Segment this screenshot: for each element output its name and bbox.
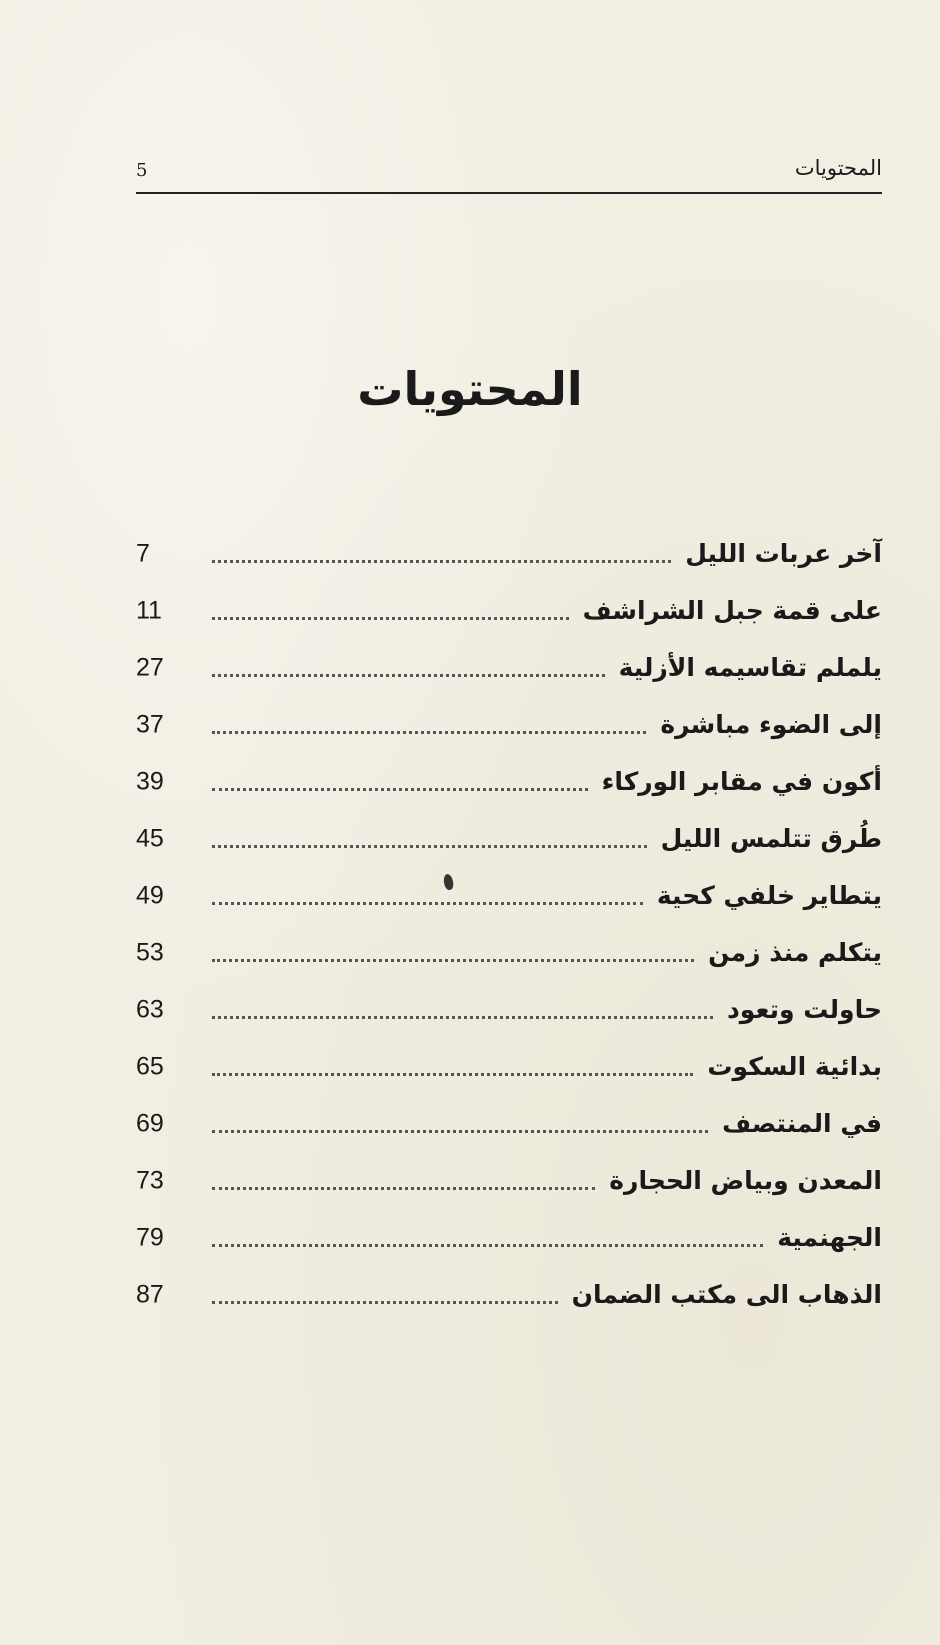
toc-entry	[136, 696, 882, 753]
running-header	[136, 148, 882, 194]
table-of-contents	[136, 525, 882, 1323]
header-page-number: 5	[136, 160, 148, 181]
toc-entry-title: يلملم تقاسيمه الأزلية	[618, 653, 882, 682]
toc-entry-title: يتطاير خلفي كحية	[656, 881, 882, 910]
toc-entry	[136, 525, 882, 582]
toc-entry	[136, 1152, 882, 1209]
toc-entry	[136, 867, 882, 924]
toc-entry-page-number: 69	[136, 1109, 164, 1137]
toc-entry-page-number: 79	[136, 1223, 164, 1251]
toc-entry-title: طُرق تتلمس الليل	[660, 824, 882, 853]
dot-leader	[212, 902, 643, 905]
toc-entry-title: إلى الضوء مباشرة	[660, 710, 882, 739]
page-title: المحتويات	[357, 362, 583, 416]
dot-leader	[212, 1244, 763, 1247]
toc-entry-page-number: 37	[136, 710, 164, 738]
toc-entry	[136, 753, 882, 810]
toc-entry-page-number: 87	[136, 1280, 164, 1308]
toc-entry-page-number: 45	[136, 824, 164, 852]
toc-entry	[136, 1038, 882, 1095]
toc-entry-title: في المنتصف	[722, 1109, 882, 1138]
toc-entry-title: المعدن وبياض الحجارة	[609, 1166, 882, 1195]
toc-entry-title: على قمة جبل الشراشف	[582, 596, 882, 625]
dot-leader	[212, 959, 694, 962]
dot-leader	[212, 1301, 558, 1304]
header-title: المحتويات	[794, 156, 882, 180]
dot-leader	[212, 1016, 713, 1019]
toc-entry-page-number: 27	[136, 653, 164, 681]
toc-entry-page-number: 53	[136, 938, 164, 966]
toc-entry-title: حاولت وتعود	[726, 995, 882, 1024]
toc-entry	[136, 1209, 882, 1266]
dot-leader	[212, 1073, 693, 1076]
dot-leader	[212, 617, 569, 620]
dot-leader	[212, 731, 646, 734]
dot-leader	[212, 845, 647, 848]
toc-entry	[136, 639, 882, 696]
toc-entry-title: أكون في مقابر الوركاء	[601, 767, 882, 796]
toc-entry-title: بدائية السكوت	[707, 1052, 882, 1081]
toc-entry-page-number: 11	[136, 596, 162, 624]
toc-entry-page-number: 39	[136, 767, 164, 795]
toc-entry-title: يتكلم منذ زمن	[708, 938, 882, 967]
toc-entry	[136, 582, 882, 639]
dot-leader	[212, 1187, 595, 1190]
toc-entry	[136, 981, 882, 1038]
toc-entry-title: الجهنمية	[777, 1223, 882, 1252]
toc-entry-page-number: 65	[136, 1052, 164, 1080]
toc-entry	[136, 924, 882, 981]
toc-entry-page-number: 73	[136, 1166, 164, 1194]
toc-entry	[136, 1266, 882, 1323]
toc-entry-title: الذهاب الى مكتب الضمان	[571, 1280, 882, 1309]
dot-leader	[212, 674, 605, 677]
toc-entry-page-number: 49	[136, 881, 164, 909]
toc-entry-page-number: 7	[136, 539, 150, 567]
dot-leader	[212, 1130, 708, 1133]
toc-entry-title: آخر عربات الليل	[685, 539, 882, 568]
toc-entry	[136, 1095, 882, 1152]
toc-entry	[136, 810, 882, 867]
toc-entry-page-number: 63	[136, 995, 164, 1023]
dot-leader	[212, 788, 588, 791]
dot-leader	[212, 560, 671, 563]
